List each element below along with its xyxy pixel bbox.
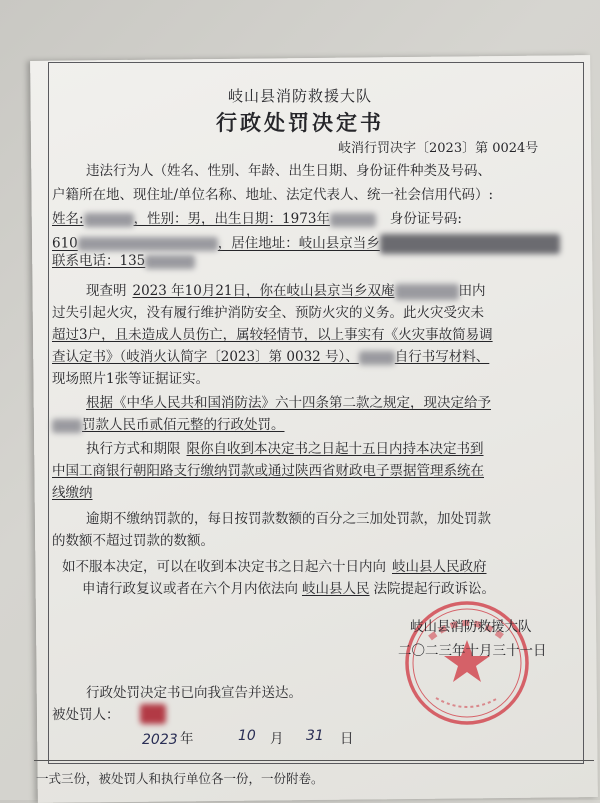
org-name: 岐山县消防救援大队 <box>227 87 372 105</box>
execution-value: 限你自收到本决定书之日起十五日内持本决定书到 <box>186 441 484 457</box>
address-label: ，居住地址：岐山县京当乡 <box>217 235 380 252</box>
execution-label: 执行方式和期限 <box>86 441 181 457</box>
footer-divider <box>34 760 594 761</box>
id-number-prefix: 610 <box>52 235 78 252</box>
receipt-person-label: 被处罚人： <box>52 707 120 723</box>
redacted-birth <box>330 213 376 227</box>
facts-date-place: 2023 年10月21日，你在岐山县京当乡双庵 <box>132 283 395 299</box>
footer-note: 一式三份，被处罚人和执行单位各一份，一份附卷。 <box>36 771 324 786</box>
seal-bottom-strokes <box>436 698 498 707</box>
appeal-text-b: 申请行政复议或者在六个月内依法向 <box>82 581 298 597</box>
facts-evidence-b: 自行书写材料、 <box>394 349 490 365</box>
month-label: 月 <box>270 731 284 747</box>
party-line-phone <box>52 252 195 270</box>
party-line-name <box>52 210 462 228</box>
handwritten-year: 2023 <box>142 732 178 748</box>
appeal-court: 岐山县人民 <box>302 581 370 597</box>
appeal-government: 岐山县人民政府 <box>392 559 487 575</box>
signature-org: 岐山县消防救援大队 <box>410 619 532 635</box>
overdue-line1: 逾期不缴纳罚款的，每日按罚款数额的百分之三加处罚款，加处罚款 <box>86 511 491 527</box>
overdue-line2: 的数额不超过罚款的数额。 <box>52 533 214 549</box>
redacted-basis-name <box>52 419 82 433</box>
id-label: 身份证号码: <box>389 211 462 227</box>
basis-penalty: 罚款人民币贰佰元整的行政处罚。 <box>82 417 285 433</box>
redacted-person <box>359 351 395 365</box>
signature-date: 二〇二三年十月三十一日 <box>398 643 547 659</box>
appeal-text-c: 法院提起行政诉讼。 <box>373 581 495 597</box>
phone-label: 联系电话：135 <box>52 253 146 269</box>
appeal-text-a: 如不服本决定，可以在收到本决定书之日起六十日内向 <box>62 559 386 575</box>
facts-evidence: 查认定书》（岐消火认简字〔2023〕第 0032 号）、 <box>52 349 359 365</box>
receipt-statement: 行政处罚决定书已向我宣告并送达。 <box>86 685 302 701</box>
basis-line2 <box>52 416 285 434</box>
facts-line5: 现场照片1张等证据证实。 <box>52 371 210 387</box>
appeal-line1 <box>62 558 487 576</box>
redacted-signature <box>140 704 166 724</box>
name-label: 姓名: <box>52 211 84 227</box>
facts-intro: 现查明 <box>86 283 127 299</box>
document-number: 岐消行罚决字〔2023〕第 0024号 <box>338 141 539 156</box>
redacted-name <box>84 213 134 227</box>
handwritten-day: 31 <box>306 728 324 744</box>
redacted-phone <box>145 255 195 269</box>
facts-line4 <box>52 348 489 366</box>
facts-line3: 超过3户，且未造成人员伤亡，属较轻情节，以上事实有《火灾事故简易调 <box>52 327 493 343</box>
day-label: 日 <box>340 731 354 747</box>
party-line-address <box>52 234 560 254</box>
appeal-line2 <box>82 580 495 598</box>
handwritten-month: 10 <box>238 728 256 744</box>
party-intro-line2: 户籍所在地、现住址/单位名称、地址、法定代表人、统一社会信用代码）: <box>52 187 494 203</box>
document-title: 行政处罚决定书 <box>216 110 384 135</box>
gender-birth-text: ，性别：男，出生日期：1973年 <box>133 211 330 227</box>
execution-line2: 中国工商银行朝阳路支行缴纳罚款或通过陕西省财政电子票据管理系统在 <box>52 463 484 479</box>
facts-line1 <box>86 282 486 300</box>
redacted-id-number <box>78 237 218 251</box>
party-intro-line1: 违法行为人（姓名、性别、年龄、出生日期、身份证件种类及号码、 <box>86 163 491 179</box>
basis-line1: 根据《中华人民共和国消防法》六十四条第二款之规定，现决定给予 <box>86 395 491 411</box>
redacted-address <box>380 234 560 254</box>
redacted-location <box>395 284 459 300</box>
execution-line3: 线缴纳 <box>52 485 93 501</box>
execution-line1 <box>86 440 484 458</box>
facts-field: 田内 <box>458 283 486 299</box>
facts-line2: 过失引起火灾，没有履行维护消防安全、预防火灾的义务。此火灾受灾未 <box>52 305 484 321</box>
year-label: 年 <box>180 731 194 747</box>
